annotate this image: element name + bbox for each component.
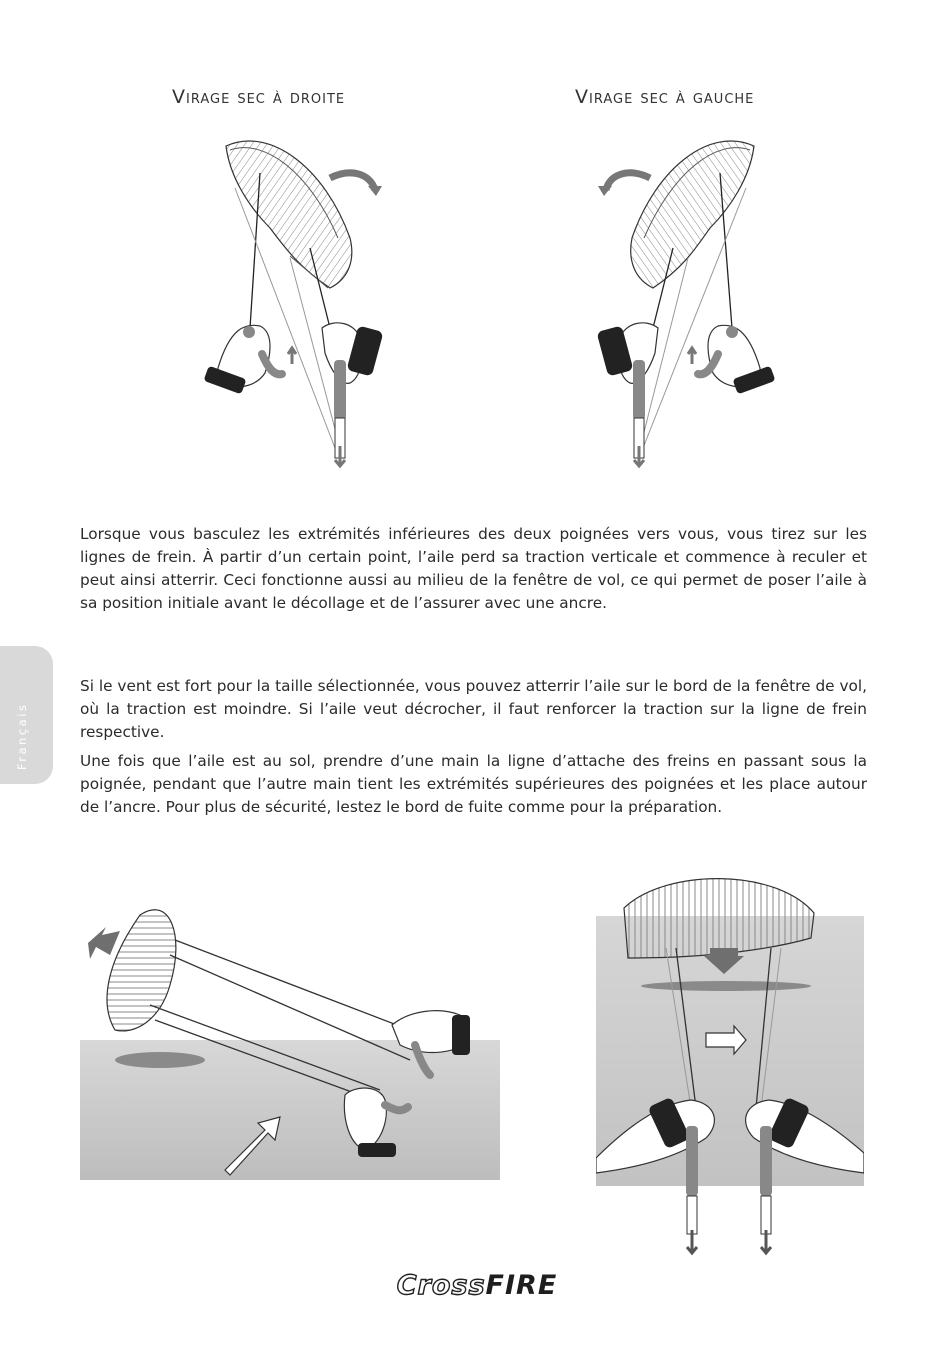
- crossfire-logo: [384, 1268, 570, 1304]
- illustration-left-turn: [578, 128, 788, 474]
- illustration-right-turn: [190, 128, 410, 474]
- logo-part-fire: FIRE: [485, 1270, 558, 1301]
- language-side-tab: [0, 646, 53, 784]
- language-label: Français: [15, 702, 29, 770]
- illustration-edge-landing: [80, 895, 500, 1180]
- heading-right-turn: Virage sec à droite: [172, 86, 346, 108]
- paragraph-strong-wind: Si le vent est fort pour la taille sélectionnée, vous pouvez atterrir l’aile sur le bord de la fenêtre de vol, où la traction est moindre. Si l’aile veut décrocher, il faut renforcer la traction sur la ligne de frein respective.: [80, 677, 867, 741]
- paragraph-on-ground: Une fois que l’aile est au sol, prendre d’une main la ligne d’attache des freins en passant sous la poignée, pendant que l’autre main tient les extrémités supérieures des poignées et les place autour de l’ancre. Pour plus de sécurité, lestez le bord de fuite comme pour la préparation.: [80, 752, 867, 816]
- illustration-wing-on-ground: [596, 868, 864, 1258]
- logo-part-cross: Cross: [396, 1270, 486, 1301]
- paragraph-brake-landing: Lorsque vous basculez les extrémités inférieures des deux poignées vers vous, vous tirez sur les lignes de frein. À partir d’un certain point, l’aile perd sa traction verticale et commence à reculer et peut ainsi atterrir. Ceci fonctionne aussi au milieu de la fenêtre de vol, ce qui permet de poser l’aile à sa position initiale avant le décollage et de l’assurer avec une ancre.: [80, 525, 867, 612]
- heading-left-turn: Virage sec à gauche: [575, 86, 755, 108]
